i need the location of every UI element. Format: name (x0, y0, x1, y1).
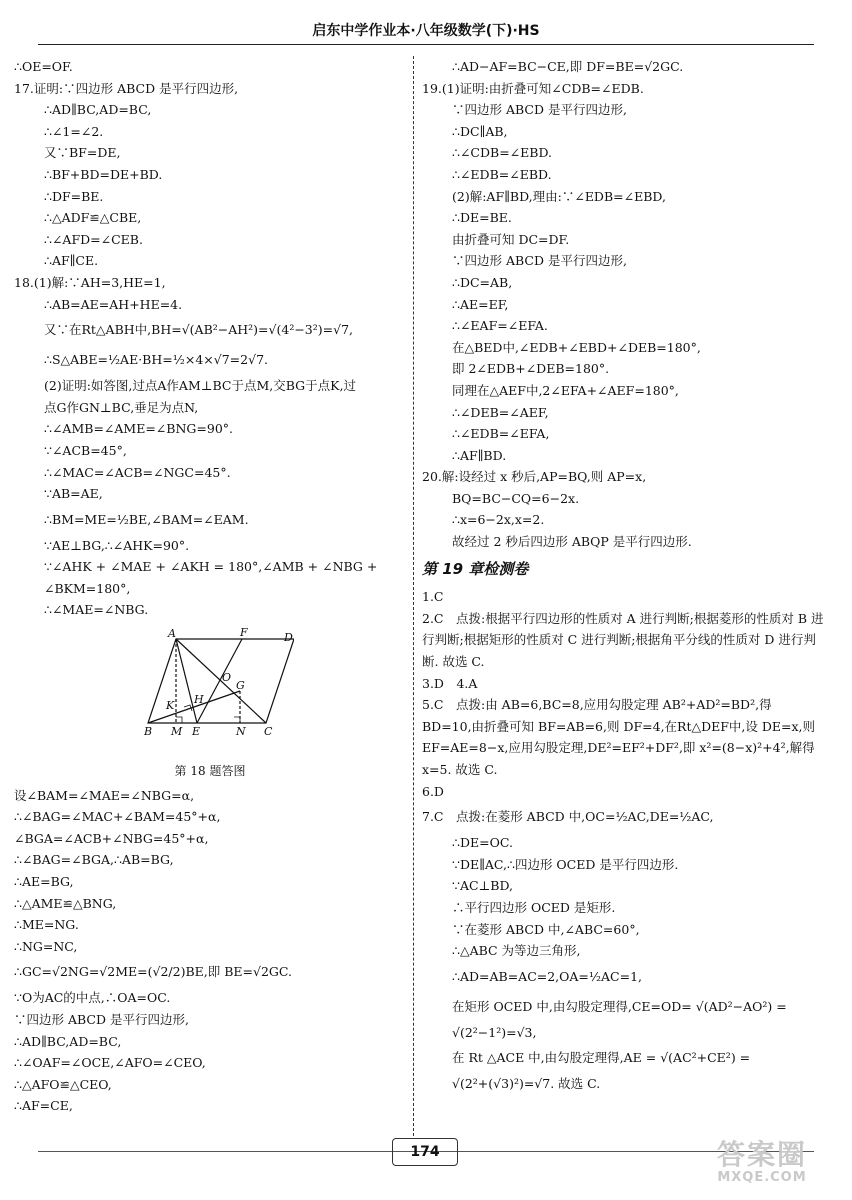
answer-line: 设∠BAM=∠MAE=∠NBG=α, (14, 787, 195, 803)
answer-line: ∵四边形 ABCD 是平行四边形, (452, 102, 627, 118)
answer-line: ∵O为AC的中点,∴OA=OC. (14, 990, 171, 1006)
answer-line: ∴ME=NG. (14, 917, 79, 933)
answer-line: ∴∠BAG=∠MAC+∠BAM=45°+α, (14, 809, 221, 825)
answer-line: BQ=BC−CQ=6−2x. (452, 490, 580, 506)
label-c: C (264, 725, 273, 739)
answer-line: ∴OE=OF. (14, 59, 73, 74)
header-title: 启东中学作业本·八年级数学(下)·HS (312, 23, 540, 39)
watermark (692, 1140, 832, 1190)
answer-line: ∵∠AHK + ∠MAE + ∠AKH = 180°,∠AMB + ∠NBG + (44, 559, 378, 575)
answer-line: 故经过 2 秒后四边形 ABQP 是平行四边形. (452, 534, 692, 550)
answer-line: ∴DE=OC. (452, 835, 513, 851)
answer-line: ∵四边形 ABCD 是平行四边形, (14, 1012, 189, 1027)
parallelogram-diagram (144, 627, 294, 757)
answer-line: ∴AE=BG, (14, 874, 74, 890)
answer-line: ∴DC∥AB, (452, 123, 508, 139)
label-o: O (222, 671, 232, 685)
answer-line: 在△BED中,∠EDB+∠EBD+∠DEB=180°, (452, 339, 701, 355)
answer-line: 又∵BF=DE, (44, 145, 121, 161)
geometry-figure (14, 627, 406, 757)
answer-line: 1.C (422, 589, 444, 605)
answer-line: ∵AB=AE, (44, 486, 103, 502)
answer-paragraph: 2.C 点拨:根据平行四边形的性质对 A 进行判断;根据菱形的性质对 B 进行判断;根据矩形的性质对 C 进行判断;根据角平分线的性质对 D 进行判断. 故选 C. (422, 610, 824, 670)
answer-line: ∴∠OAF=∠OCE,∠AFO=∠CEO, (14, 1055, 206, 1071)
label-m: M (171, 725, 183, 739)
answer-line: √(2²−1²)=√3, (452, 1024, 537, 1040)
right-column (422, 56, 824, 1095)
answer-line: ∴NG=NC, (14, 938, 78, 954)
label-a: A (168, 627, 176, 641)
answer-line: ∴AD−AF=BC−CE,即 DF=BE=√2GC. (452, 59, 684, 74)
watermark-logo: 答案圈 (716, 1138, 807, 1171)
answer-line: ∴x=6−2x,x=2. (452, 512, 545, 528)
answer-line: ∴△AFO≌△CEO, (14, 1076, 112, 1092)
answer-line: ∴平行四边形 OCED 是矩形. (452, 899, 616, 915)
answer-line: 同理在△AEF中,2∠EFA+∠AEF=180°, (452, 382, 679, 398)
column-divider (413, 56, 414, 1136)
answer-line: ∴BF+BD=DE+BD. (44, 166, 163, 182)
page-number: 174 (392, 1138, 458, 1166)
answer-line: ∴AE=EF, (452, 296, 509, 312)
answer-line: ∴DE=BE. (452, 210, 512, 226)
answer-line: ∴∠DEB=∠AEF, (452, 404, 549, 420)
answer-line: 又∵在Rt△ABH中,BH=√(AB²−AH²)=√(4²−3²)=√7, (44, 322, 354, 338)
answer-line: 即 2∠EDB+∠DEB=180°. (452, 361, 610, 377)
label-g: G (236, 679, 245, 693)
answer-line: ∴∠BAG=∠BGA,∴AB=BG, (14, 852, 174, 868)
answer-line: ∴∠CDB=∠EBD. (452, 145, 553, 161)
answer-line: ∵AC⊥BD, (452, 878, 514, 894)
answer-line: ∴∠MAE=∠NBG. (44, 602, 149, 618)
label-b: B (144, 725, 153, 739)
answer-line: ∴DC=AB, (452, 274, 513, 290)
answer-line: ∠BKM=180°, (44, 580, 131, 596)
answer-line: ∴△ABC 为等边三角形, (452, 943, 581, 959)
answer-line: ∴∠EAF=∠EFA. (452, 318, 548, 334)
answer-line: 3.D 4.A (422, 675, 478, 691)
answer-line: 19.(1)证明:由折叠可知∠CDB=∠EDB. (422, 80, 644, 96)
answer-line: ∴∠AFD=∠CEB. (44, 231, 143, 247)
answer-line: ∴AD=AB=AC=2,OA=½AC=1, (452, 968, 643, 984)
label-k: K (166, 699, 175, 713)
answer-line: ∴AF∥CE. (44, 253, 99, 269)
answer-line: 18.(1)解:∵AH=3,HE=1, (14, 274, 166, 290)
right-angle-n (234, 717, 240, 723)
answer-line: ∴BM=ME=½BE,∠BAM=∠EAM. (44, 511, 249, 527)
label-f: F (240, 627, 248, 640)
answer-line: √(2²+(√3)²)=√7. 故选 C. (452, 1076, 601, 1092)
right-angle-m (176, 717, 182, 723)
answer-line: ∴∠EDB=∠EBD. (452, 166, 552, 182)
answer-line: 7.C 点拨:在菱形 ABCD 中,OC=½AC,DE=½AC, (422, 809, 714, 825)
answer-line: ∴S△ABE=½AE·BH=½×4×√7=2√7. (44, 352, 268, 368)
label-d: D (284, 631, 293, 645)
header-rule (38, 44, 814, 45)
answer-line: 17.证明:∵四边形 ABCD 是平行四边形, (14, 80, 239, 96)
answer-line: ∵在菱形 ABCD 中,∠ABC=60°, (452, 921, 640, 937)
answer-line: (2)证明:如答图,过点A作AM⊥BC于点M,交BG于点K,过 (44, 378, 356, 394)
answer-line: ∴AF=CE, (14, 1098, 73, 1114)
answer-line: ∵AE⊥BG,∴∠AHK=90°. (44, 537, 190, 553)
answer-line: ∴GC=√2NG=√2ME=(√2/2)BE,即 BE=√2GC. (14, 964, 292, 980)
answer-line: ∴DF=BE. (44, 188, 104, 204)
watermark-url: MXQE.COM (717, 1170, 807, 1185)
answer-line: ∴△AME≌△BNG, (14, 895, 117, 911)
answer-line: ∴AB=AE=AH+HE=4. (44, 296, 183, 312)
answer-line: ∠BGA=∠ACB+∠NBG=45°+α, (14, 830, 209, 846)
answer-line: ∴∠1=∠2. (44, 123, 104, 139)
answer-line: ∴AD∥BC,AD=BC, (44, 102, 152, 118)
label-e: E (192, 725, 201, 739)
label-n: N (236, 725, 246, 739)
diagonal-ac (176, 639, 266, 723)
answer-line: 点G作GN⊥BC,垂足为点N, (44, 399, 199, 415)
answer-line: ∴∠EDB=∠EFA, (452, 426, 550, 442)
segment-ae (176, 639, 197, 723)
answer-line: 6.D (422, 783, 444, 799)
answer-line: 在矩形 OCED 中,由勾股定理得,CE=OD= √(AD²−AO²) = (452, 998, 787, 1014)
answer-line: 由折叠可知 DC=DF. (452, 231, 570, 247)
answer-line: (2)解:AF∥BD,理由:∵∠EDB=∠EBD, (452, 188, 666, 204)
answer-line: ∴AD∥BC,AD=BC, (14, 1033, 122, 1049)
answer-paragraph: 5.C 点拨:由 AB=6,BC=8,应用勾股定理 AB²+AD²=BD²,得 BD=10,由折叠可知 BF=AB=6,则 DF=4,在Rt△DEF中,设 DE=x,则 EF=AE=8−x,应用勾股定理,DE²=EF²+DF²,即 x²=(8−x)²+4²,解得 x=5. 故选 C. (422, 697, 816, 777)
answer-line: ∵DE∥AC,∴四边形 OCED 是平行四边形. (452, 856, 679, 872)
answer-line: ∴∠MAC=∠ACB=∠NGC=45°. (44, 464, 231, 480)
answer-line: ∴∠AMB=∠AME=∠BNG=90°. (44, 421, 233, 437)
answer-line: 在 Rt △ACE 中,由勾股定理得,AE = √(AC²+CE²) = (452, 1050, 751, 1066)
label-h: H (194, 693, 204, 707)
figure-caption: 第 18 题答图 (174, 764, 246, 779)
answer-line: ∴△ADF≌△CBE, (44, 210, 142, 226)
left-column (14, 56, 406, 1117)
answer-line: ∵∠ACB=45°, (44, 442, 127, 458)
answer-line: 20.解:设经过 x 秒后,AP=BQ,则 AP=x, (422, 469, 647, 485)
answer-line: ∴AF∥BD. (452, 447, 507, 463)
section-title: 第 19 章检测卷 (422, 559, 529, 578)
answer-line: ∵四边形 ABCD 是平行四边形, (452, 253, 627, 269)
